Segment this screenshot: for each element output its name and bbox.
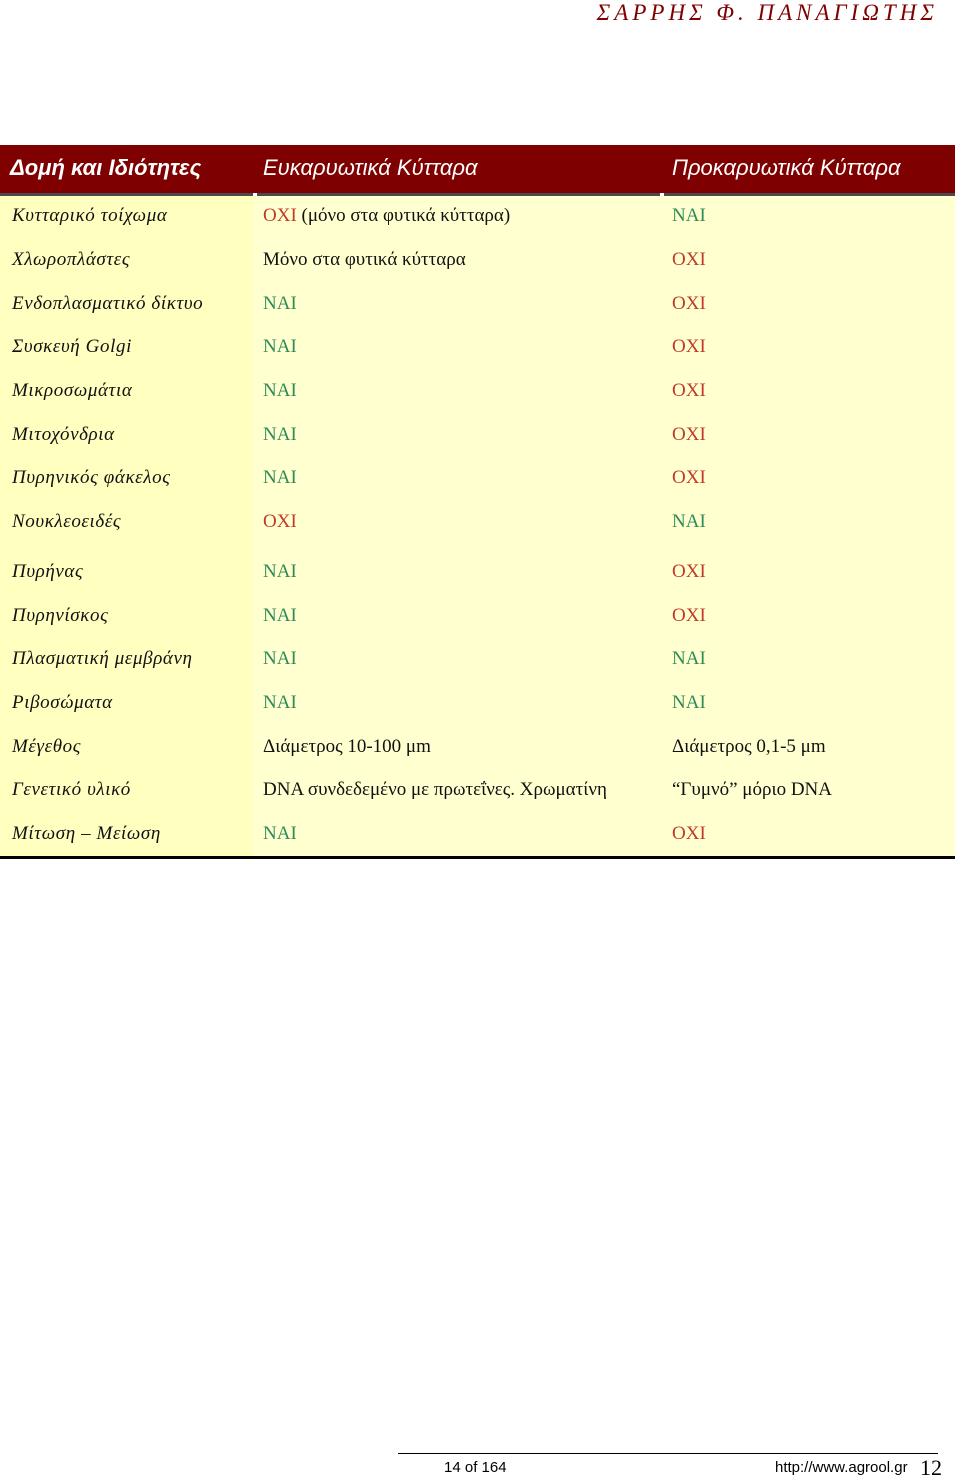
running-title: ΣΑΡΡΗΣ Φ. ΠΑΝΑΓΙΩΤΗΣ [596, 0, 938, 25]
feature-cell: Νουκλεοειδές [12, 511, 122, 532]
table-bottom-rule [0, 856, 955, 859]
feature-cell: Πυρήνας [12, 561, 84, 582]
eukaryotic-cell [263, 379, 297, 403]
feature-cell: Συσκευή Golgi [12, 336, 132, 357]
table-row [0, 502, 955, 542]
eukaryotic-cell [263, 735, 431, 759]
page-number: 12 [920, 1455, 942, 1480]
eukaryotic-cell [263, 778, 607, 802]
eukaryotic-cell [263, 647, 297, 671]
eukaryotic-cell [263, 466, 297, 490]
table-row [0, 552, 955, 592]
table-row [0, 639, 955, 679]
comparison-table [0, 145, 955, 858]
site-link[interactable]: http://www.agrool.gr [775, 1459, 908, 1476]
table-row [0, 196, 955, 236]
eukaryotic-value: ΝΑΙ [263, 467, 297, 488]
eukaryotic-cell [263, 423, 297, 447]
prokaryotic-cell: ΟΧΙ [672, 605, 706, 626]
eukaryotic-cell [263, 510, 297, 534]
page-of-label: 14 of 164 [444, 1459, 507, 1476]
table-row [0, 240, 955, 280]
prokaryotic-cell: ΝΑΙ [672, 648, 706, 669]
column-header-prokaryotic: Προκαρυωτικά Κύτταρα [672, 155, 901, 180]
prokaryotic-cell: ΟΧΙ [672, 424, 706, 445]
feature-cell: Ριβοσώματα [12, 692, 113, 713]
table-body [0, 196, 955, 858]
table-row [0, 814, 955, 854]
eukaryotic-value: Μόνο στα φυτικά κύτταρα [263, 249, 466, 270]
eukaryotic-cell [263, 560, 297, 584]
eukaryotic-value: ΝΑΙ [263, 561, 297, 582]
page-footer [0, 1457, 960, 1479]
feature-cell: Πυρηνικός φάκελος [12, 467, 171, 488]
table-row [0, 683, 955, 723]
feature-cell: Μικροσωμάτια [12, 380, 133, 401]
feature-cell: Μιτοχόνδρια [12, 424, 115, 445]
feature-cell: Πυρηνίσκος [12, 605, 109, 626]
eukaryotic-value: DNA συνδεδεμένο με πρωτεΐνες. Χρωματίνη [263, 779, 607, 800]
eukaryotic-value: ΝΑΙ [263, 823, 297, 844]
prokaryotic-cell: ΟΧΙ [672, 561, 706, 582]
eukaryotic-value: Διάμετρος 10-100 μm [263, 736, 431, 757]
feature-cell: Πλασματική μεμβράνη [12, 648, 193, 669]
table-row [0, 770, 955, 810]
eukaryotic-note: (μόνο στα φυτικά κύτταρα) [296, 205, 511, 226]
prokaryotic-cell: “Γυμνό” μόριο DNA [672, 779, 832, 800]
eukaryotic-cell [263, 691, 297, 715]
table-row [0, 327, 955, 367]
prokaryotic-cell: ΟΧΙ [672, 293, 706, 314]
prokaryotic-cell: ΟΧΙ [672, 467, 706, 488]
feature-cell: Μέγεθος [12, 736, 82, 757]
footer-rule [398, 1453, 938, 1454]
prokaryotic-cell: ΟΧΙ [672, 380, 706, 401]
eukaryotic-value: ΝΑΙ [263, 692, 297, 713]
feature-cell: Γενετικό υλικό [12, 779, 131, 800]
eukaryotic-value: ΝΑΙ [263, 293, 297, 314]
eukaryotic-value: ΝΑΙ [263, 424, 297, 445]
eukaryotic-cell [263, 204, 510, 228]
eukaryotic-value: ΝΑΙ [263, 380, 297, 401]
feature-cell: Ενδοπλασματικό δίκτυο [12, 293, 204, 314]
prokaryotic-cell: ΟΧΙ [672, 249, 706, 270]
feature-cell: Κυτταρικό τοίχωμα [12, 205, 168, 226]
table-row [0, 415, 955, 455]
eukaryotic-value: ΟΧΙ [263, 205, 297, 226]
eukaryotic-cell [263, 292, 297, 316]
eukaryotic-value: ΝΑΙ [263, 605, 297, 626]
column-header-feature: Δομή και Ιδιότητες [10, 155, 202, 180]
eukaryotic-value: ΟΧΙ [263, 511, 297, 532]
eukaryotic-cell [263, 335, 297, 359]
prokaryotic-cell: Διάμετρος 0,1-5 μm [672, 736, 826, 757]
prokaryotic-cell: ΝΑΙ [672, 511, 706, 532]
eukaryotic-cell [263, 822, 297, 846]
prokaryotic-cell: ΝΑΙ [672, 692, 706, 713]
feature-cell: Μίτωση – Μείωση [12, 823, 161, 844]
column-header-eukaryotic: Ευκαρυωτικά Κύτταρα [263, 155, 478, 180]
table-row [0, 596, 955, 636]
eukaryotic-value: ΝΑΙ [263, 648, 297, 669]
eukaryotic-cell [263, 604, 297, 628]
table-row [0, 727, 955, 767]
prokaryotic-cell: ΟΧΙ [672, 336, 706, 357]
feature-cell: Χλωροπλάστες [12, 249, 131, 270]
prokaryotic-cell: ΟΧΙ [672, 823, 706, 844]
table-row [0, 284, 955, 324]
eukaryotic-value: ΝΑΙ [263, 336, 297, 357]
eukaryotic-cell [263, 248, 466, 272]
table-row [0, 371, 955, 411]
prokaryotic-cell: ΝΑΙ [672, 205, 706, 226]
table-row [0, 458, 955, 498]
table-header-row [0, 145, 955, 193]
